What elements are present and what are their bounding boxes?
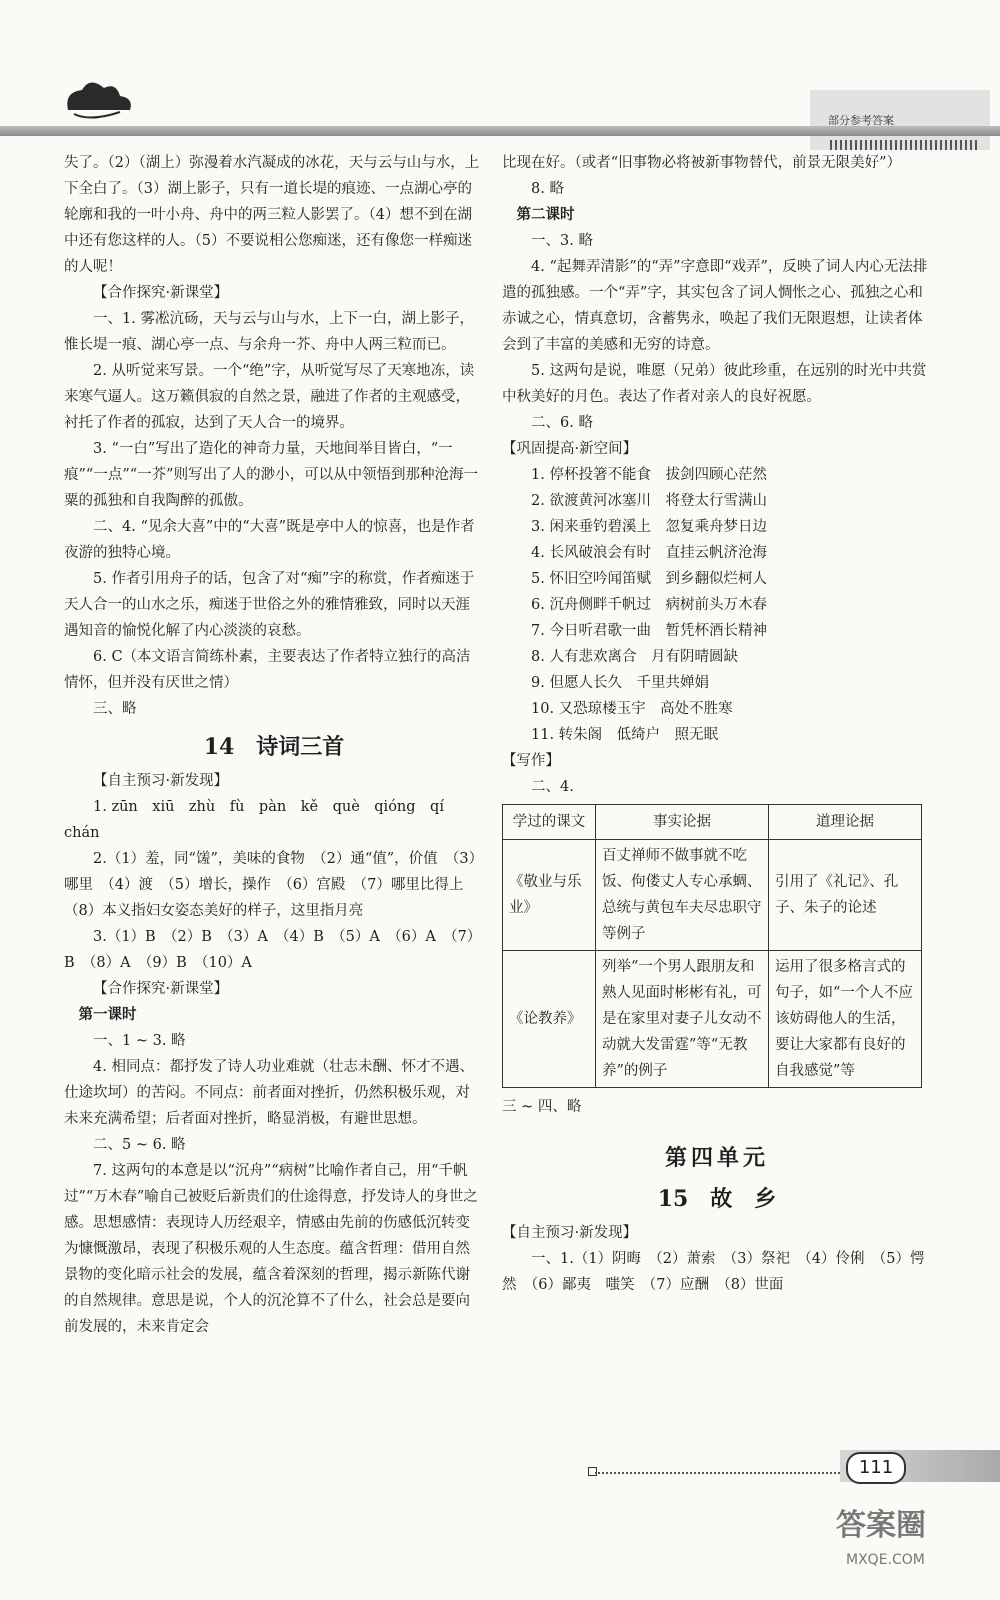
table-row	[503, 951, 922, 1088]
paragraph: 一、3. 略	[531, 233, 593, 249]
unit-title: 第四单元	[664, 1145, 769, 1171]
paragraph: 8. 略	[531, 181, 564, 197]
section-heading: 【写作】	[502, 753, 560, 769]
paragraph: 二、4. “见余大喜”中的“大喜”既是亭中人的惊喜，也是作者夜游的独特心境。	[64, 519, 475, 561]
paragraph: 4. “起舞弄清影”的“弄”字意即“戏弄”，反映了词人内心无法排遣的孤独感。一个“弄”字，其实包含了词人惆怅之心、孤独之心和赤诚之心，情真意切，含蓄隽永，唤起了我们无限遐想，让读者体会到了丰富的美感和无穷的诗意。	[502, 259, 928, 353]
watermark-url: MXQE.COM	[846, 1552, 925, 1568]
table-header: 事实论据	[596, 805, 769, 840]
list-item: 6. 沉舟侧畔千帆过 病树前头万木春	[531, 597, 767, 613]
list-item: 8. 人有悲欢离合 月有阴晴圆缺	[531, 649, 738, 665]
list-item: 10. 又恐琼楼玉宇 高处不胜寒	[531, 701, 733, 717]
section-heading: 【合作探究·新课堂】	[93, 285, 229, 301]
table-row	[503, 840, 922, 951]
subsection-heading: 第二课时	[516, 206, 575, 223]
cloud-logo-icon	[60, 70, 140, 130]
table-cell: 运用了很多格言式的句子，如“一个人不应该妨碍他人的生活，要让大家都有良好的自我感觉”等	[769, 951, 922, 1088]
table-cell: 百丈禅师不做事就不吃饭、佝偻丈人专心承蜩、总统与黄包车夫尽忠职守等例子	[596, 840, 769, 951]
table-header: 道理论据	[769, 805, 922, 840]
paragraph: 6. C（本文语言简练朴素，主要表达了作者特立独行的高洁情怀，但并没有厌世之情）	[64, 649, 471, 691]
table-header: 学过的课文	[503, 805, 596, 840]
paragraph: 二、4.	[531, 779, 574, 795]
paragraph: 1. zūn xiū zhù fù pàn kě què qióng qí chán	[64, 799, 459, 841]
paragraph: 一、1. 雾凇沆砀，天与云与山与水，上下一白，湖上影子，惟长堤一痕、湖心亭一点、与余舟一芥、舟中人两三粒而已。	[64, 311, 474, 353]
paragraph: 二、6. 略	[531, 415, 593, 431]
paragraph: 3.（1）B （2）B （3）A （4）B （5）A （6）A （7）B （8）A （9）B （10）A	[64, 929, 482, 971]
section-heading: 【自主预习·新发现】	[502, 1225, 638, 1241]
right-column	[502, 150, 932, 1298]
subsection-heading: 第一课时	[78, 1006, 137, 1023]
paragraph: 7. 这两句的本意是以“沉舟”“病树”比喻作者自己，用“千帆过”“万木春”喻自己被贬后新贵们的仕途得意，抒发诗人的身世之感。思想感情：表现诗人历经艰辛，情感由先前的伤感低沉转变为慷慨激昂，表现了积极乐观的人生态度。蕴含哲理：借用自然景物的变化暗示社会的发展，蕴含着深刻的哲理，揭示新陈代谢的自然规律。意思是说，个人的沉沦算不了什么，社会总是要向前发展的，未来肯定会	[64, 1163, 478, 1335]
list-item: 9. 但愿人长久 千里共婵娟	[531, 675, 709, 691]
table-cell: 《敬业与乐业》	[503, 840, 596, 951]
paragraph: 一、1.（1）阴晦 （2）萧索 （3）祭祀 （4）伶俐 （5）愕然 （6）鄙夷 嗤笑 （7）应酬 （8）世面	[502, 1251, 925, 1293]
header-label: 部分参考答案	[828, 114, 894, 127]
watermark-logo: 答案圈	[836, 1508, 926, 1543]
list-item: 2. 欲渡黄河冰塞川 将登太行雪满山	[531, 493, 767, 509]
section-heading: 【巩固提高·新空间】	[502, 441, 638, 457]
paragraph: 5. 作者引用舟子的话，包含了对“痴”字的称赏，作者痴迷于天人合一的山水之乐，痴迷于世俗之外的雅情雅致，同时以天涯遇知音的愉悦化解了内心淡淡的哀愁。	[64, 571, 475, 639]
paragraph: 2.（1）羞，同“馐”，美味的食物 （2）通“值”，价值 （3）哪里 （4）渡 （5）增长，操作 （6）宫殿 （7）哪里比得上 （8）本义指妇女姿态美好的样子，这里指月亮	[64, 851, 484, 919]
paragraph: 三、略	[93, 701, 137, 717]
paragraph: 4. 相同点：都抒发了诗人功业难就（壮志未酬、怀才不遇、仕途坎坷）的苦闷。不同点：前者面对挫折，仍然积极乐观，对未来充满希望；后者面对挫折，略显消极，有避世思想。	[64, 1059, 474, 1127]
paragraph: 失了。（2）（湖上）弥漫着水汽凝成的冰花，天与云与山与水，上下全白了。（3）湖上影子，只有一道长堤的痕迹、一点湖心亭的轮廓和我的一叶小舟、舟中的两三粒人影罢了。（4）想不到在湖中还有您这样的人。（5）不要说相公您痴迷，还有像您一样痴迷的人呢！	[64, 155, 480, 275]
list-item: 4. 长风破浪会有时 直挂云帆济沧海	[531, 545, 767, 561]
paragraph: 3. “一白”写出了造化的神奇力量，天地间举目皆白，“一痕”“一点”“一芥”则写出了人的渺小，可以从中领悟到那种沧海一粟的孤独和自我陶醉的孤傲。	[64, 441, 479, 509]
table-header-row	[503, 805, 922, 840]
list-item: 5. 怀旧空吟闻笛赋 到乡翻似烂柯人	[531, 571, 767, 587]
table-cell: 引用了《礼记》、孔子、朱子的论述	[769, 840, 922, 951]
page-number: 111	[846, 1452, 906, 1484]
section-heading: 【自主预习·新发现】	[93, 773, 229, 789]
paragraph: 一、1 ~ 3. 略	[93, 1033, 186, 1049]
table-cell: 列举“一个男人跟朋友和熟人见面时彬彬有礼，可是在家里对妻子儿女动不动就大发雷霆”等“无教养”的例子	[596, 951, 769, 1088]
list-item: 3. 闲来垂钓碧溪上 忽复乘舟梦日边	[531, 519, 767, 535]
argument-table	[502, 804, 922, 1088]
lesson-title: 14 诗词三首	[203, 734, 345, 760]
left-column	[64, 150, 484, 1340]
footer-dotted-line	[595, 1472, 840, 1474]
paragraph: 5. 这两句是说，唯愿（兄弟）彼此珍重，在远别的时光中共赏中秋美好的月色。表达了作者对亲人的良好祝愿。	[502, 363, 927, 405]
list-item: 7. 今日听君歌一曲 暂凭杯酒长精神	[531, 623, 767, 639]
table-cell: 《论教养》	[503, 951, 596, 1088]
paragraph: 比现在好。（或者“旧事物必将被新事物替代，前景无限美好”）	[502, 155, 902, 171]
paragraph: 二、5 ~ 6. 略	[93, 1137, 186, 1153]
paragraph: 2. 从听觉来写景。一个“绝”字，从听觉写尽了天寒地冻，读来寒气逼人。这万籁俱寂的自然之景，融进了作者的主观感受，衬托了作者的孤寂，达到了天人合一的境界。	[64, 363, 475, 431]
section-heading: 【合作探究·新课堂】	[93, 981, 229, 997]
header-stripes	[830, 140, 980, 150]
paragraph: 三 ~ 四、略	[502, 1099, 582, 1115]
list-item: 1. 停杯投箸不能食 拔剑四顾心茫然	[531, 467, 767, 483]
list-item: 11. 转朱阁 低绮户 照无眠	[531, 727, 719, 743]
lesson-title: 15 故 乡	[657, 1186, 777, 1212]
